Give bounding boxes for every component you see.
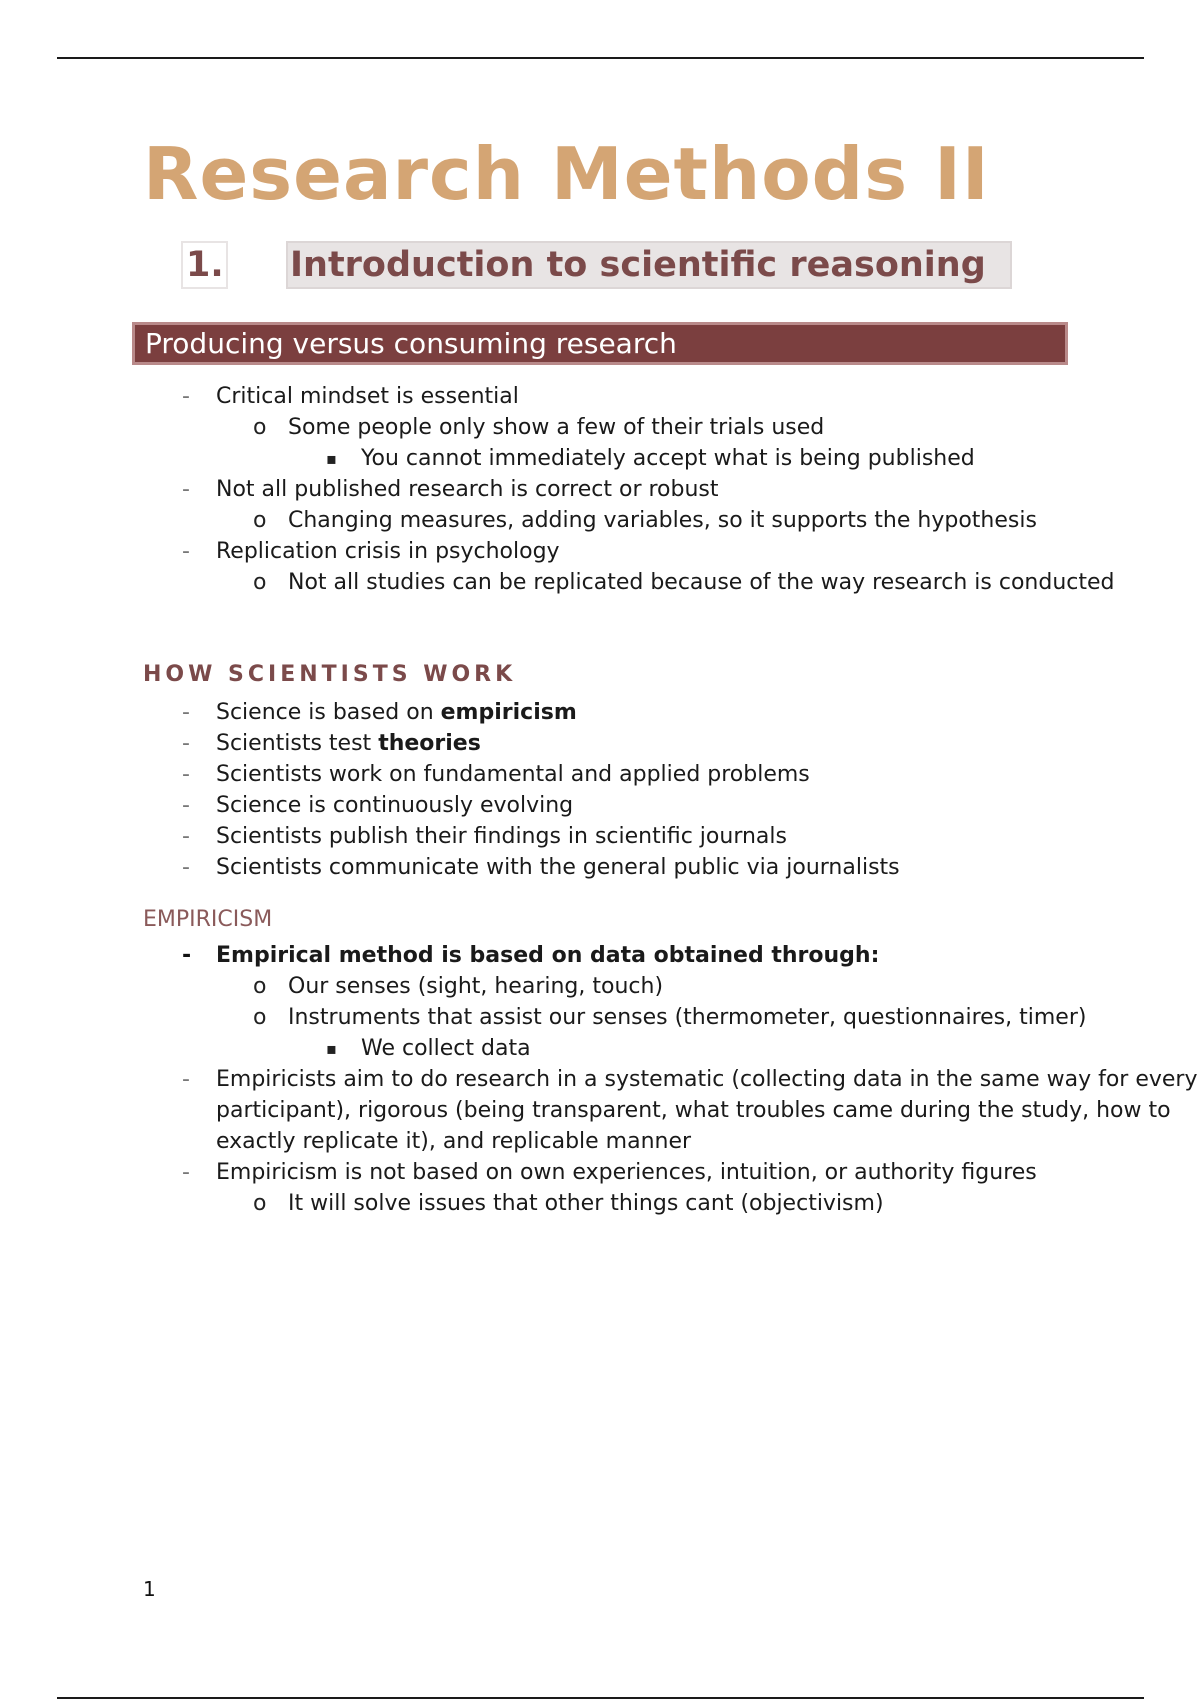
chapter-title: Introduction to scientific reasoning — [286, 241, 1012, 289]
list-item-text: Scientists test — [216, 731, 379, 756]
dash-bullet: - — [182, 943, 192, 968]
empiricism-heading: EMPIRICISM — [143, 907, 273, 932]
list-item — [0, 759, 1200, 790]
square-bullet: ▪ — [326, 1039, 337, 1058]
list-item — [0, 728, 1200, 759]
list-item-bold-term: theories — [378, 731, 481, 756]
list-item — [0, 821, 1200, 852]
list-item-text: Some people only show a few of their trials used — [288, 415, 825, 440]
list-item-bold-term: empiricism — [440, 700, 577, 725]
list-item-text: Our senses (sight, hearing, touch) — [288, 974, 664, 999]
dash-bullet: - — [182, 762, 190, 787]
list-item — [0, 1188, 1200, 1219]
list-item — [0, 443, 1200, 474]
list-item — [0, 381, 1200, 412]
dash-bullet: - — [182, 1067, 190, 1092]
list-item — [0, 412, 1200, 443]
circle-bullet: o — [253, 415, 267, 440]
list-item-text: Instruments that assist our senses (thermometer, questionnaires, timer) — [288, 1005, 1087, 1030]
list-item-text: Empiricists aim to do research in a systematic (collecting data in the same way for every participant), rigorous (being transparent, what troubles came during the study, how to exactly replicate it), and replicable manner — [216, 1067, 1198, 1154]
list-item — [0, 852, 1200, 883]
list-item — [0, 1157, 1200, 1188]
dash-bullet: - — [182, 539, 190, 564]
square-bullet: ▪ — [326, 449, 337, 468]
list-item-text: Changing measures, adding variables, so it supports the hypothesis — [288, 508, 1037, 533]
header-rule — [57, 57, 1144, 59]
list-item — [0, 536, 1200, 567]
circle-bullet: o — [253, 508, 267, 533]
circle-bullet: o — [253, 1191, 267, 1216]
list-item-text: Scientists communicate with the general public via journalists — [216, 855, 900, 880]
list-item-text: Scientists work on fundamental and applied problems — [216, 762, 810, 787]
dash-bullet: - — [182, 1160, 190, 1185]
how-scientists-work-heading: HOW SCIENTISTS WORK — [143, 662, 517, 687]
circle-bullet: o — [253, 570, 267, 595]
list-item — [0, 1033, 1200, 1064]
footer-rule — [57, 1697, 1144, 1699]
list-item-text: Empiricism is not based on own experiences, intuition, or authority figures — [216, 1160, 1037, 1185]
list-item — [0, 1002, 1200, 1033]
list-item-text: Not all published research is correct or robust — [216, 477, 719, 502]
section-heading-bar: Producing versus consuming research — [132, 322, 1068, 365]
dash-bullet: - — [182, 793, 190, 818]
producing-research-list — [0, 381, 1200, 598]
list-item — [0, 1064, 1200, 1157]
list-item-text: Not all studies can be replicated because of the way research is conducted — [288, 570, 1115, 595]
how-scientists-work-list — [0, 697, 1200, 883]
circle-bullet: o — [253, 974, 267, 999]
dash-bullet: - — [182, 384, 190, 409]
page-number: 1 — [143, 1577, 156, 1601]
list-item-text: Science is continuously evolving — [216, 793, 574, 818]
chapter-number: 1. — [181, 241, 228, 289]
dash-bullet: - — [182, 731, 190, 756]
list-item-text: It will solve issues that other things cant (objectivism) — [288, 1191, 884, 1216]
circle-bullet: o — [253, 1005, 267, 1030]
list-item — [0, 474, 1200, 505]
list-item-text: Science is based on — [216, 700, 441, 725]
list-item — [0, 505, 1200, 536]
list-item-text: Critical mindset is essential — [216, 384, 519, 409]
list-item — [0, 971, 1200, 1002]
document-title: Research Methods II — [143, 132, 990, 216]
list-item — [0, 790, 1200, 821]
list-item — [0, 697, 1200, 728]
list-item-text: You cannot immediately accept what is being published — [361, 446, 975, 471]
list-item-text: Replication crisis in psychology — [216, 539, 560, 564]
dash-bullet: - — [182, 477, 190, 502]
dash-bullet: - — [182, 700, 190, 725]
list-item-text: Scientists publish their findings in scientific journals — [216, 824, 787, 849]
list-item-text: Empirical method is based on data obtained through: — [216, 943, 880, 968]
dash-bullet: - — [182, 855, 190, 880]
list-item — [0, 567, 1200, 598]
list-item — [0, 940, 1200, 971]
empiricism-list — [0, 940, 1200, 1219]
list-item-text: We collect data — [361, 1036, 531, 1061]
dash-bullet: - — [182, 824, 190, 849]
